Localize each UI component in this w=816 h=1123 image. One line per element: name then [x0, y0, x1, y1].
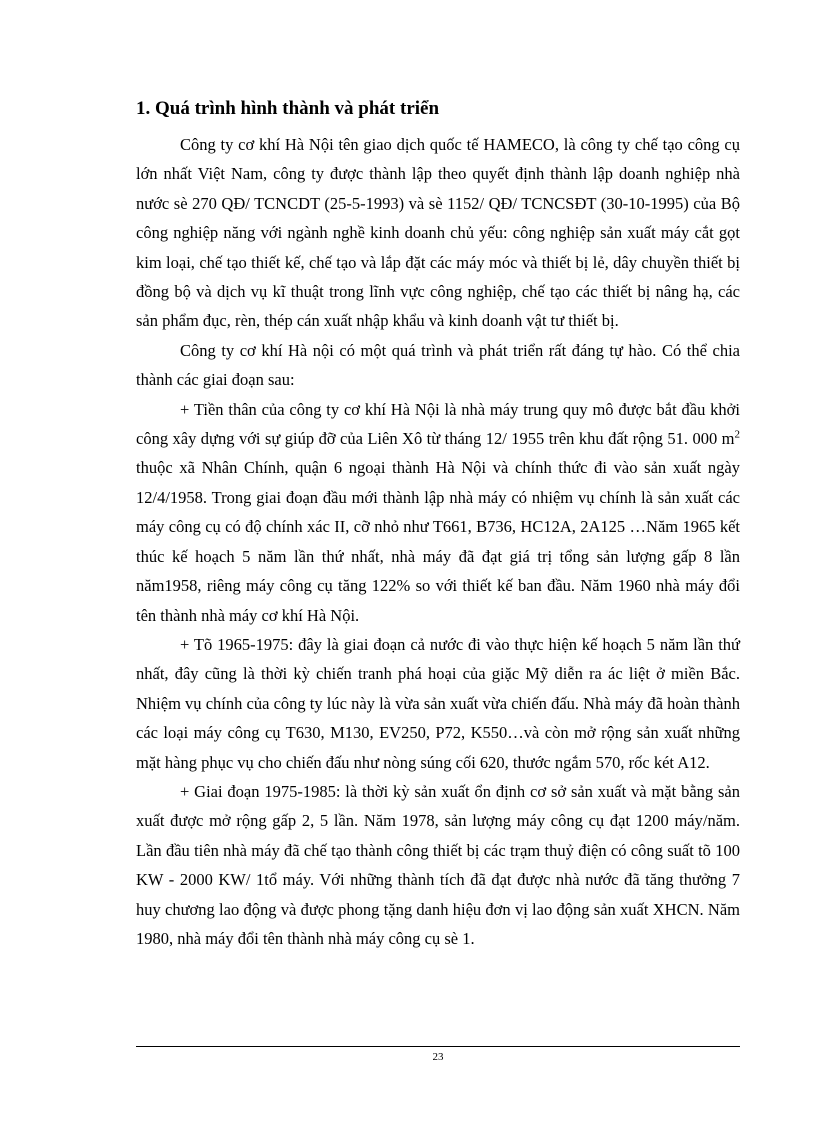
paragraph-period-1965-1975: + Tõ 1965-1975: đây là giai đoạn cả nước đi vào thực hiện kế hoạch 5 năm lần thứ nhất, đây cũng là thời kỳ chiến tranh phá hoại của giặc Mỹ diễn ra ác liệt ở miền Bắc. Nhiệm vụ chính của công ty lúc này là vừa sản xuất vừa chiến đấu. Nhà máy đã hoàn thành các loại máy công cụ T630, M130, EV250, P72, K550…và còn mở rộng sản xuất những mặt hàng phục vụ cho chiến đấu như nòng súng cối 620, thước ngắm 570, rốc két A12.	[136, 634, 740, 772]
footer-divider	[136, 1046, 740, 1047]
section-heading: 1. Quá trình hình thành và phát triển	[136, 98, 440, 119]
paragraph-founding-text-part2: thuộc xã Nhân Chính, quận 6 ngoại thành Hà Nội và chính thức đi vào sản xuất ngày 12/4/1958. Trong giai đoạn đầu mới thành lập nhà máy có nhiệm vụ chính là sản xuất các máy công cụ có độ chính xác II, cỡ nhỏ như T661, B736, HC12A, 2A125 …Năm 1965 kết thúc kế hoạch 5 năm lần thứ nhất, nhà máy đã đạt giá trị tổng sản lượng gấp 8 lần năm1958, riêng máy công cụ tăng 122% so với thiết kế ban đầu. Năm 1960 nhà máy đổi tên thành nhà máy cơ khí Hà Nội.	[136, 458, 740, 625]
paragraph-founding-text-part1: + Tiền thân của công ty cơ khí Hà Nội là nhà máy trung quy mô được bắt đầu khởi công xây dựng với sự giúp đỡ của Liên Xô từ tháng 12/ 1955 trên khu đất rộng 51. 000 m	[136, 399, 740, 449]
page-number: 23	[432, 1051, 444, 1063]
paragraph-founding-period	[136, 395, 740, 630]
paragraph-company-intro: Công ty cơ khí Hà Nội tên giao dịch quốc tế HAMECO, là công ty chế tạo công cụ lớn nhất Việt Nam, công ty được thành lập theo quyết định thành lập doanh nghiệp nhà nước sè 270 QĐ/ TCNCDT (25-5-1993) và sè 1152/ QĐ/ TCNCSĐT (30-10-1995) của Bộ công nghiệp năng với ngành nghề kinh doanh chủ yếu: công nghiệp sản xuất máy cắt gọt kim loại, chế tạo thiết kế, chế tạo và lắp đặt các máy móc và thiết bị lẻ, dây chuyền thiết bị đồng bộ và dịch vụ kĩ thuật trong lĩnh vực công nghiệp, chế tạo các thiết bị nâng hạ, các sản phẩm đục, rèn, thép cán xuất nhập khẩu và kinh doanh vật tư thiết bị.	[136, 135, 740, 331]
paragraph-period-1975-1985: + Giai đoạn 1975-1985: là thời kỳ sản xuất ổn định cơ sở sản xuất và mặt bằng sản xuất được mở rộng gấp 2, 5 lần. Năm 1978, sản lượng máy công cụ đạt 1200 máy/năm. Lần đầu tiên nhà máy đã chế tạo thành công thiết bị các trạm thuỷ điện có công suất tõ 100 KW - 2000 KW/ 1tổ máy. Với những thành tích đã đạt được nhà nước đã tăng thưởng 7 huy chương lao động và được phong tặng danh hiệu đơn vị lao động sản xuất XHCN. Năm 1980, nhà máy đổi tên thành nhà máy công cụ sè 1.	[136, 781, 740, 948]
page-content	[136, 95, 740, 953]
paragraph-history-overview: Công ty cơ khí Hà nội có một quá trình và phát triển rất đáng tự hào. Có thể chia thành các giai đoạn sau:	[136, 340, 740, 390]
superscript-square-meter: 2	[734, 428, 740, 441]
